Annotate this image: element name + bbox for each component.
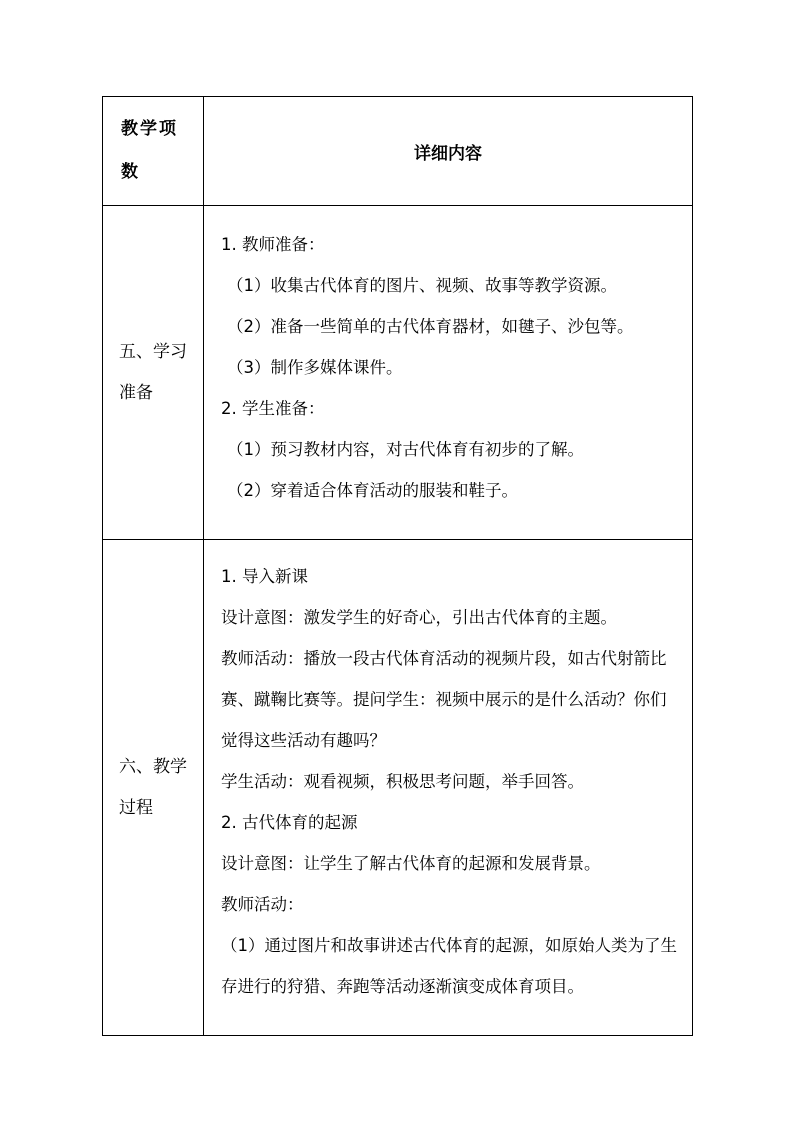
table-row xyxy=(103,540,693,1036)
content-line: （1）预习教材内容，对古代体育有初步的了解。 xyxy=(227,440,584,459)
row-label-learning-preparation: 五、学习准备 xyxy=(103,206,204,540)
row-label-teaching-process: 六、教学过程 xyxy=(103,540,204,1036)
content-line: 2. 学生准备： xyxy=(221,399,325,418)
learning-preparation-content xyxy=(204,206,693,540)
table-row xyxy=(103,206,693,540)
content-line: 设计意图：让学生了解古代体育的起源和发展背景。 xyxy=(221,854,601,873)
content-line: （3）制作多媒体课件。 xyxy=(227,358,403,377)
content-line: （1）收集古代体育的图片、视频、故事等教学资源。 xyxy=(227,276,617,295)
content-line: 学生活动：观看视频，积极思考问题，举手回答。 xyxy=(221,772,584,791)
content-line: 1. 教师准备： xyxy=(221,235,325,254)
content-paragraph: （1）通过图片和故事讲述古代体育的起源，如原始人类为了生存进行的狩猎、奔跑等活动逐渐演变成体育项目。 xyxy=(221,936,677,996)
table-header-row xyxy=(103,97,693,206)
teaching-process-content xyxy=(204,540,693,1036)
content-line: 设计意图：激发学生的好奇心，引出古代体育的主题。 xyxy=(221,608,617,627)
content-line: 2. 古代体育的起源 xyxy=(221,813,358,832)
header-teaching-item: 教学项数 xyxy=(103,97,204,206)
content-line: （2）穿着适合体育活动的服装和鞋子。 xyxy=(227,481,518,500)
content-line: （2）准备一些简单的古代体育器材，如毽子、沙包等。 xyxy=(227,317,634,336)
content-paragraph: 教师活动：播放一段古代体育活动的视频片段，如古代射箭比赛、蹴鞠比赛等。提问学生：视频中展示的是什么活动？你们觉得这些活动有趣吗？ xyxy=(221,649,667,750)
content-line: 教师活动： xyxy=(221,895,304,914)
content-line: 1. 导入新课 xyxy=(221,567,308,586)
lesson-plan-table xyxy=(102,96,693,1036)
header-detail-content: 详细内容 xyxy=(204,97,693,206)
